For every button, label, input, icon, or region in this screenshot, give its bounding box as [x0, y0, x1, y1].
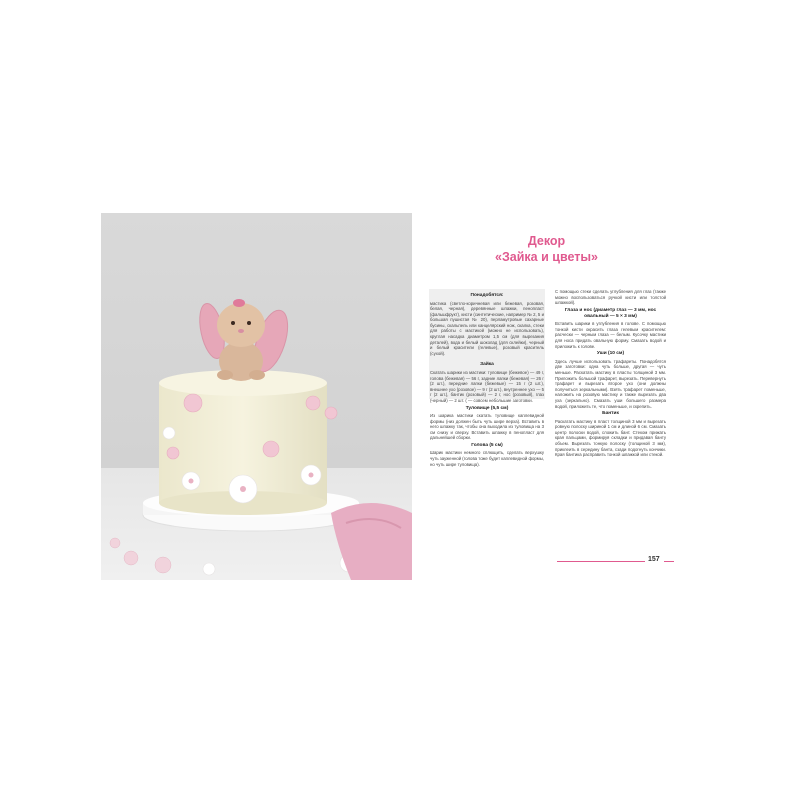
cake-photo	[101, 213, 412, 580]
head-text: Шарик мастики немного сплющить, сделать верхушку чуть зауженной (голова тоже будет каплевидной формы, но чуть шире туловища).	[430, 450, 544, 467]
body-text: Из шарика мастики скатать туловище каплевидной формы (низ должен быть чуть шире верха). Вставить в него шпажку так, чтобы она выходила из туловища на 3 см снизу и сверху. Вставить шпажку в пенопласт для дальнейшей сборки.	[430, 413, 544, 441]
bow-text: Раскатать мастику в пласт толщиной 3 мм и вырезать ровную полоску шириной 1 см и длиной 6 см. Смазать центр полоски водой, сложить бант. Стеком прижать края пальцами, формируя складки и придавая банту объем. Вырезать тонкую полоску (толщиной 3 мм), приклеить в середину банта, сзади подогнуть кончики. Края бантика расправить тонкой шпажкой или стекой.	[555, 418, 666, 458]
head-heading: Голова (5 см)	[471, 442, 503, 448]
page-title-line2: «Зайка и цветы»	[495, 250, 598, 264]
page-title-line1: Декор	[527, 234, 566, 248]
bunny-heading: Зайка	[480, 362, 494, 368]
left-column	[430, 291, 544, 467]
intro-text: С помощью стеки сделать углубления для глаз (также можно воспользоваться ручкой кисти или толстой шпажкой).	[555, 289, 666, 306]
ears-text: Здесь лучше использовать трафареты. Понадобятся две заготовки: одна чуть больше, другая — чуть меньше. Раскатать мастику в пласты толщиной 3 мм. Приложить большой трафарет, вырезать. Перевернуть трафарет и вырезать второе ухо (они должны получиться зеркальными). Взять трафарет поменьше, наложить на розовую мастику и также вырезать два уха (зеркально). Смазать уши большего размера водой, приложить те, что поменьше, и скрепить.	[555, 358, 666, 409]
page-number: 157	[648, 556, 660, 563]
cake-illustration	[101, 213, 412, 580]
recipe-page	[412, 213, 681, 580]
bow-heading: Бантик	[602, 411, 619, 417]
body-heading: Туловище (5,5 см)	[465, 405, 509, 411]
bunny-text: Скатать шарики из мастики: туловище (бежевое) — 49 г, голова (бежевая) — 56 г, задние лапки (бежевая) — 26 г (2 шт.), передние лапки (бежевые) — 15 г (2 шт.), внешнее ухо (розовое) — 9 г (2 шт.), внутреннее ухо — 5 г (2 шт.), бантик (розовый) — 2 г, нос (розовый), глаз (черный) — 2 шт. ( — совсем небольшие заготовки.	[430, 369, 544, 403]
needs-text: мастика (светло-коричневая или бежевая, розовая, белая, черная), деревянные шпажки, пенопласт (фальшфрукт), кисти (синтетические, например № 2, 5 и большая пушистая № 20), перламутровые сахарные бусины, скальпель или канцелярский нож, скалка, стеки для работы с мастикой (можно не использовать), круглая насадка диаметром 1,5 см (для вырезания деталей), вода и белый шоколад (для склейки), черный и белый красители (гелевые), розовый краситель (сухой).	[430, 300, 544, 356]
eyes-heading: Глаза и нос (диаметр глаз — 3 мм, нос овальный — 5 × 3 мм)	[564, 307, 657, 319]
footer-rule-end	[664, 561, 674, 562]
needs-heading: Понадобятся:	[470, 293, 504, 298]
footer-rule	[557, 561, 645, 562]
right-column	[555, 289, 666, 458]
ears-heading: Уши (10 см)	[596, 351, 625, 357]
eyes-text: Вставить шарики в углубления в голове. С помощью тонкой кисти окрасить глаза гелевым красителем: расчески — черным глаза — белым. Кусочку мастики для носа придать овальную форму. Смазать водой и приложить к голове.	[555, 321, 666, 349]
